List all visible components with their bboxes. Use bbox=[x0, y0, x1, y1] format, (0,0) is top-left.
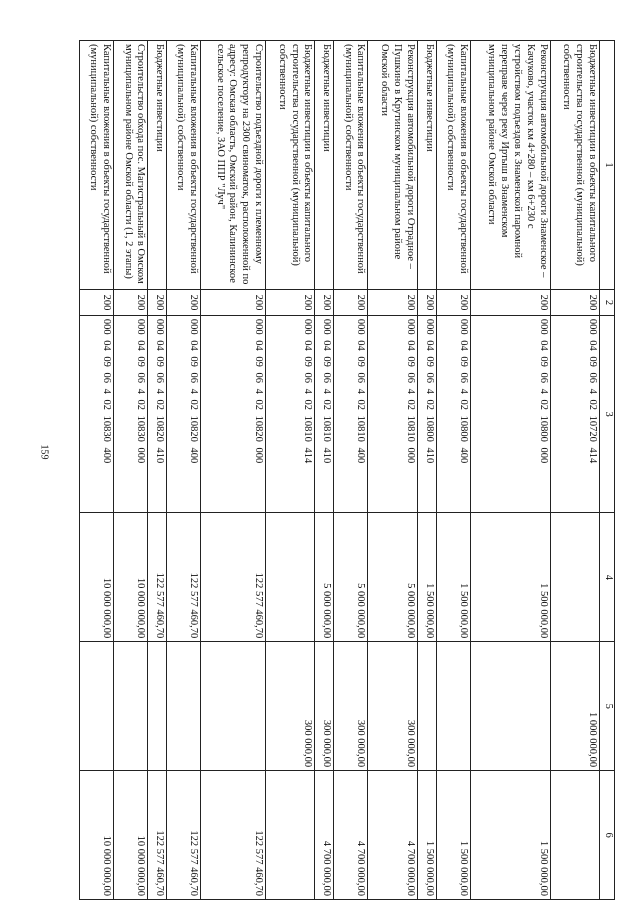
row-col6-cell: 122 577 460,70 bbox=[148, 771, 167, 900]
row-code-cell: 200 bbox=[334, 290, 368, 316]
row-name-cell: Бюджетные инвестиции bbox=[417, 41, 436, 290]
header-cell: 2 bbox=[600, 290, 615, 316]
row-classification-cell: 000 04 09 06 4 02 10820 000 bbox=[201, 315, 266, 513]
row-name-cell: Бюджетные инвестиции bbox=[148, 41, 167, 290]
table-row bbox=[148, 41, 167, 900]
row-col5-cell bbox=[436, 642, 470, 771]
row-col4-cell bbox=[550, 513, 599, 642]
row-col5-cell bbox=[148, 642, 167, 771]
row-col6-cell bbox=[550, 771, 599, 900]
row-col5-cell bbox=[201, 642, 266, 771]
row-classification-cell: 000 04 09 06 4 02 10830 000 bbox=[114, 315, 148, 513]
row-classification-cell: 000 04 09 06 4 02 10820 400 bbox=[167, 315, 201, 513]
row-col4-cell: 1 500 000,00 bbox=[436, 513, 470, 642]
row-col6-cell: 4 700 000,00 bbox=[334, 771, 368, 900]
table-row bbox=[470, 41, 550, 900]
row-col6-cell: 1 500 000,00 bbox=[470, 771, 550, 900]
row-col5-cell: 1 000 000,00 bbox=[550, 642, 599, 771]
row-classification-cell: 000 04 09 06 4 02 10820 410 bbox=[148, 315, 167, 513]
row-name-cell: Бюджетные инвестиции в объекты капитального строительства государственной (муниципальной) собственности bbox=[265, 41, 314, 290]
row-col4-cell: 10 000 000,00 bbox=[114, 513, 148, 642]
row-classification-cell: 000 04 09 06 4 02 10800 000 bbox=[470, 315, 550, 513]
row-col4-cell: 5 000 000,00 bbox=[368, 513, 417, 642]
row-col4-cell: 5 000 000,00 bbox=[334, 513, 368, 642]
table-body bbox=[80, 41, 600, 900]
row-col6-cell: 4 700 000,00 bbox=[368, 771, 417, 900]
row-code-cell: 200 bbox=[550, 290, 599, 316]
row-name-cell: Реконструкция автомобильной дороги Знаменское – Качуково, участок км 4+280 – км 6+230 с устройством подъездов к Знаменской паромной переправе через реку Иртыш в Знаменском муниципальном районе Омской области bbox=[470, 41, 550, 290]
row-classification-cell: 000 04 09 06 4 02 10810 414 bbox=[265, 315, 314, 513]
table-row bbox=[334, 41, 368, 900]
header-cell: 4 bbox=[600, 513, 615, 642]
row-code-cell: 200 bbox=[114, 290, 148, 316]
row-col6-cell: 10 000 000,00 bbox=[114, 771, 148, 900]
row-classification-cell: 000 04 09 06 4 02 10800 400 bbox=[436, 315, 470, 513]
row-col5-cell: 300 000,00 bbox=[368, 642, 417, 771]
row-col5-cell: 300 000,00 bbox=[334, 642, 368, 771]
header-row bbox=[600, 41, 615, 900]
row-code-cell: 200 bbox=[436, 290, 470, 316]
row-col4-cell: 1 500 000,00 bbox=[417, 513, 436, 642]
row-col4-cell: 122 577 460,70 bbox=[148, 513, 167, 642]
rotated-table-wrapper bbox=[79, 40, 615, 900]
table-row bbox=[315, 41, 334, 900]
header-cell: 6 bbox=[600, 771, 615, 900]
row-col6-cell: 4 700 000,00 bbox=[315, 771, 334, 900]
row-col4-cell: 122 577 460,70 bbox=[167, 513, 201, 642]
table-row bbox=[550, 41, 599, 900]
row-col6-cell: 1 500 000,00 bbox=[417, 771, 436, 900]
row-col5-cell bbox=[470, 642, 550, 771]
row-name-cell: Бюджетные инвестиции в объекты капитального строительства государственной (муниципальной) собственности bbox=[550, 41, 599, 290]
row-code-cell: 200 bbox=[148, 290, 167, 316]
row-name-cell: Капитальные вложения в объекты государственной (муниципальной) собственности bbox=[80, 41, 114, 290]
row-col6-cell: 122 577 460,70 bbox=[167, 771, 201, 900]
row-name-cell: Реконструкция автомобильной дороги Отрадное – Пушкино в Крутинском муниципальном районе Омской области bbox=[368, 41, 417, 290]
row-col5-cell: 300 000,00 bbox=[315, 642, 334, 771]
row-classification-cell: 000 04 09 06 4 02 10810 400 bbox=[334, 315, 368, 513]
row-col5-cell bbox=[114, 642, 148, 771]
row-col6-cell bbox=[265, 771, 314, 900]
row-classification-cell: 000 04 09 06 4 02 10800 410 bbox=[417, 315, 436, 513]
table-row bbox=[201, 41, 266, 900]
row-classification-cell: 000 04 09 06 4 02 10810 000 bbox=[368, 315, 417, 513]
row-classification-cell: 000 04 09 06 4 02 10830 400 bbox=[80, 315, 114, 513]
table-row bbox=[114, 41, 148, 900]
row-code-cell: 200 bbox=[265, 290, 314, 316]
row-name-cell: Капитальные вложения в объекты государственной (муниципальной) собственности bbox=[167, 41, 201, 290]
table-row bbox=[167, 41, 201, 900]
row-code-cell: 200 bbox=[315, 290, 334, 316]
table-row bbox=[417, 41, 436, 900]
row-name-cell: Строительство обхода пос. Магистральный в Омском муниципальном районе Омской области (1, 2 этапы) bbox=[114, 41, 148, 290]
row-col4-cell: 5 000 000,00 bbox=[315, 513, 334, 642]
row-code-cell: 200 bbox=[80, 290, 114, 316]
row-name-cell: Капитальные вложения в объекты государственной (муниципальной) собственности bbox=[436, 41, 470, 290]
row-col6-cell: 10 000 000,00 bbox=[80, 771, 114, 900]
row-col5-cell bbox=[167, 642, 201, 771]
row-classification-cell: 000 04 09 06 4 02 10810 410 bbox=[315, 315, 334, 513]
row-code-cell: 200 bbox=[167, 290, 201, 316]
row-name-cell: Строительство подъездной дороги к племенному репродуктору на 2300 свиноматок, расположенной по адресу: Омская область, Омский район, Калининское сельское поселение, ЗАО ППР "Луч" bbox=[201, 41, 266, 290]
row-col5-cell bbox=[417, 642, 436, 771]
table-row bbox=[265, 41, 314, 900]
budget-table bbox=[79, 40, 615, 900]
row-name-cell: Бюджетные инвестиции bbox=[315, 41, 334, 290]
row-code-cell: 200 bbox=[470, 290, 550, 316]
row-col6-cell: 122 577 460,70 bbox=[201, 771, 266, 900]
row-classification-cell: 000 04 09 06 4 02 10720 414 bbox=[550, 315, 599, 513]
page-number: 159 bbox=[38, 444, 50, 460]
row-code-cell: 200 bbox=[417, 290, 436, 316]
row-col5-cell bbox=[80, 642, 114, 771]
row-col4-cell: 1 500 000,00 bbox=[470, 513, 550, 642]
header-cell: 5 bbox=[600, 642, 615, 771]
row-code-cell: 200 bbox=[201, 290, 266, 316]
row-col6-cell: 1 500 000,00 bbox=[436, 771, 470, 900]
table-row bbox=[368, 41, 417, 900]
table-row bbox=[436, 41, 470, 900]
row-col4-cell bbox=[265, 513, 314, 642]
row-col4-cell: 122 577 460,70 bbox=[201, 513, 266, 642]
header-cell: 3 bbox=[600, 315, 615, 513]
row-name-cell: Капитальные вложения в объекты государственной (муниципальной) собственности bbox=[334, 41, 368, 290]
row-code-cell: 200 bbox=[368, 290, 417, 316]
table-row bbox=[80, 41, 114, 900]
header-cell: 1 bbox=[600, 41, 615, 290]
row-col5-cell: 300 000,00 bbox=[265, 642, 314, 771]
row-col4-cell: 10 000 000,00 bbox=[80, 513, 114, 642]
